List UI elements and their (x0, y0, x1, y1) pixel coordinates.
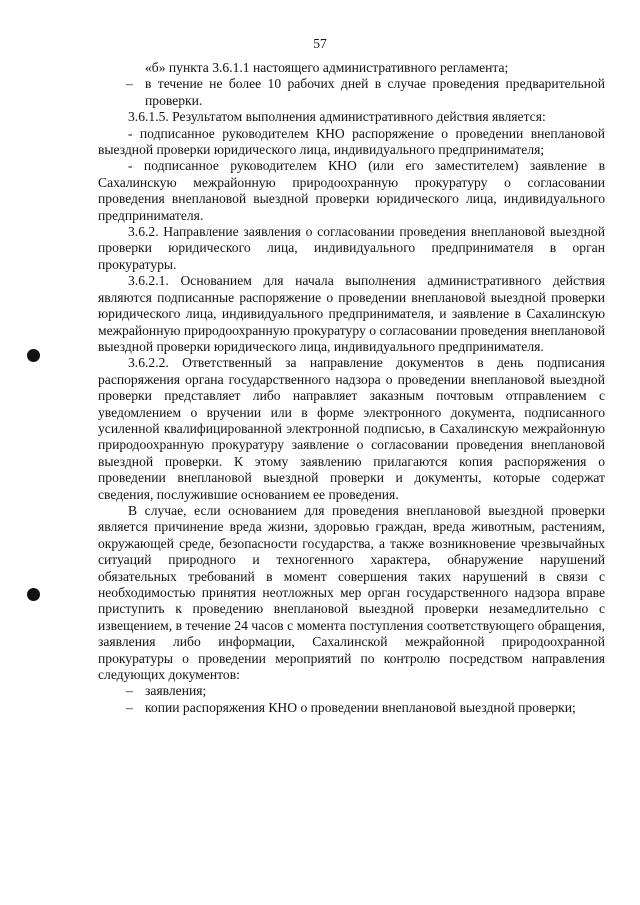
paragraph: 3.6.1.5. Результатом выполнения административного действия является: (128, 109, 546, 125)
dash-bullet: – (126, 76, 133, 92)
dash-bullet: – (126, 699, 133, 715)
page-number: 57 (313, 36, 327, 51)
dash-bullet: – (126, 683, 133, 699)
paragraph: - подписанное руководителем КНО распоряжение о проведении внеплановой выездной проверки юридического лица, индивидуального предпринимателя; (98, 125, 605, 158)
list-item (98, 700, 605, 716)
list-item (98, 76, 605, 109)
paragraph: 3.6.2.1. Основанием для начала выполнения административного действия являются подписанные распоряжение о проведении внеплановой выездной проверки юридического лица, индивидуального предпринимателя, и заявление в Сахалинскую межрайонную природоохранную прокуратуру о согласовании проведения внеплановой выездной проверки юридического лица, индивидуального предпринимателя. (98, 273, 605, 354)
paragraph: В случае, если основанием для проведения внеплановой выездной проверки является причинение вреда жизни, здоровью граждан, вреда животным, растениям, окружающей среде, безопасности государства, а также возникновение чрезвычайных ситуаций природного и техногенного характера, обнаружение нарушений обязательных требований в момент совершения таких нарушений в связи с необходимостью принятия неотложных мер орган государственного надзора вправе приступить к проведению внеплановой выездной проверки незамедлительно с извещением, в течение 24 часов с момента поступления соответствующего обращения, заявления либо информации, Сахалинской межрайонной природоохранной прокуратуры о проведении мероприятий по контролю посредством направления следующих документов: (98, 502, 605, 683)
paragraph: - подписанное руководителем КНО (или его заместителем) заявление в Сахалинскую межрайонную природоохранную прокуратуру о согласовании проведения внеплановой выездной проверки юридического лица, индивидуального предпринимателя. (98, 158, 605, 223)
paragraph: 3.6.2. Направление заявления о согласовании проведения внеплановой выездной проверки юридического лица, индивидуального предпринимателя в орган прокуратуры. (98, 224, 605, 272)
paragraph: 3.6.2.2. Ответственный за направление документов в день подписания распоряжения органа государственного надзора о проведении внеплановой выездной проверки представляет либо направляет заказным почтовым отправлением с уведомлением о вручении или в форме электронного документа, подписанного усиленной квалифицированной электронной подписью, в Сахалинскую межрайонную природоохранную прокуратуру заявление о согласовании проведения внеплановой выездной проверки. К этому заявлению прилагаются копия распоряжения о проведении внеплановой выездной проверки и документы, которые содержат сведения, послужившие основанием ее проведения. (98, 355, 605, 502)
document-body (98, 60, 605, 716)
list-item (98, 683, 605, 699)
punch-hole (27, 349, 40, 362)
punch-hole (27, 588, 40, 601)
list-item-text: копии распоряжения КНО о проведении внеплановой выездной проверки; (145, 699, 576, 715)
list-item-text: в течение не более 10 рабочих дней в случае проведения предварительной проверки. (145, 76, 605, 108)
list-item-text: заявления; (145, 683, 207, 699)
paragraph: «б» пункта 3.6.1.1 настоящего административного регламента; (145, 60, 509, 75)
